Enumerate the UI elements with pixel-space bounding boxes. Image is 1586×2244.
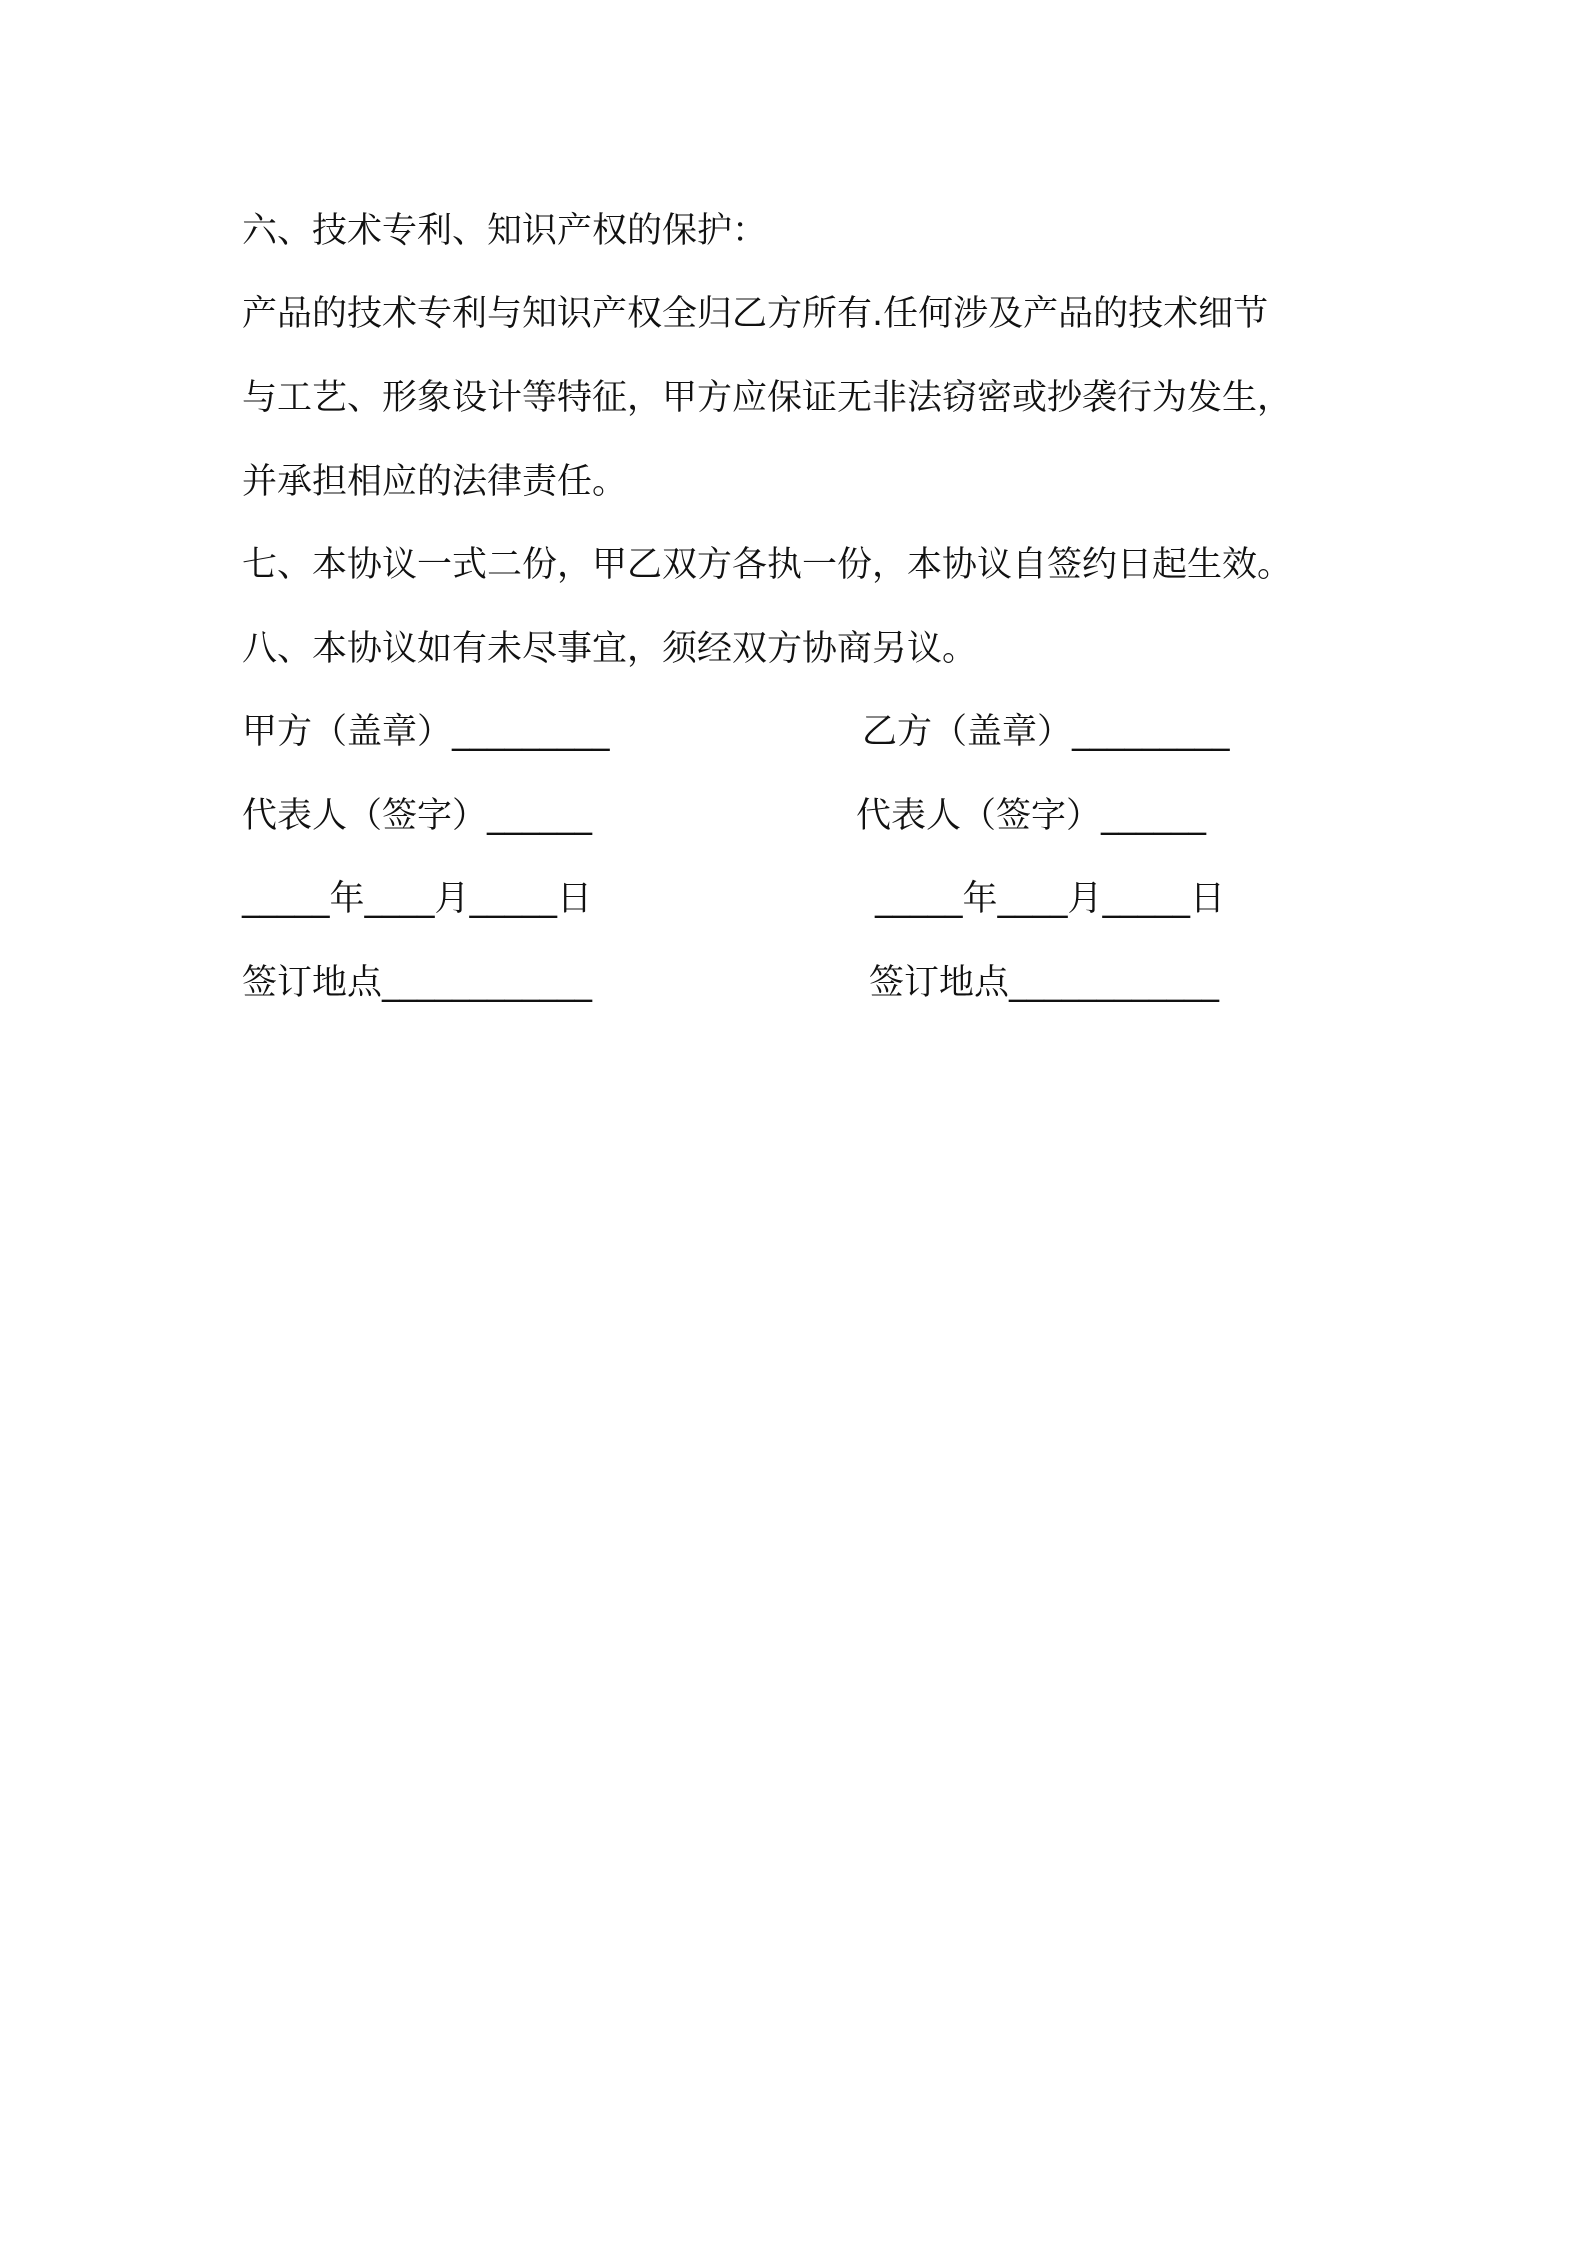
party-a-representative: 代表人（签字）______ — [242, 796, 593, 836]
party-b-place: 签订地点____________ — [869, 963, 1220, 1003]
section-6-heading: 六、技术专利、知识产权的保护： — [242, 211, 768, 251]
party-a-date: _____年____月_____日 — [242, 879, 593, 919]
party-b-date: _____年____月_____日 — [875, 879, 1226, 919]
section-8: 八、本协议如有未尽事宜，须经双方协商另议。 — [242, 629, 978, 669]
section-6-body-line-1: 产品的技术专利与知识产权全归乙方所有.任何涉及产品的技术细节 — [242, 294, 1269, 334]
party-b-seal: 乙方（盖章）_________ — [862, 712, 1230, 752]
section-7: 七、本协议一式二份，甲乙双方各执一份，本协议自签约日起生效。 — [242, 545, 1293, 585]
party-a-seal: 甲方（盖章）_________ — [242, 712, 610, 752]
section-6-body-line-3: 并承担相应的法律责任。 — [242, 462, 628, 502]
party-b-representative: 代表人（签字）______ — [856, 796, 1207, 836]
section-6-body-line-2: 与工艺、形象设计等特征，甲方应保证无非法窃密或抄袭行为发生， — [242, 378, 1293, 418]
party-a-place: 签订地点____________ — [242, 963, 593, 1003]
